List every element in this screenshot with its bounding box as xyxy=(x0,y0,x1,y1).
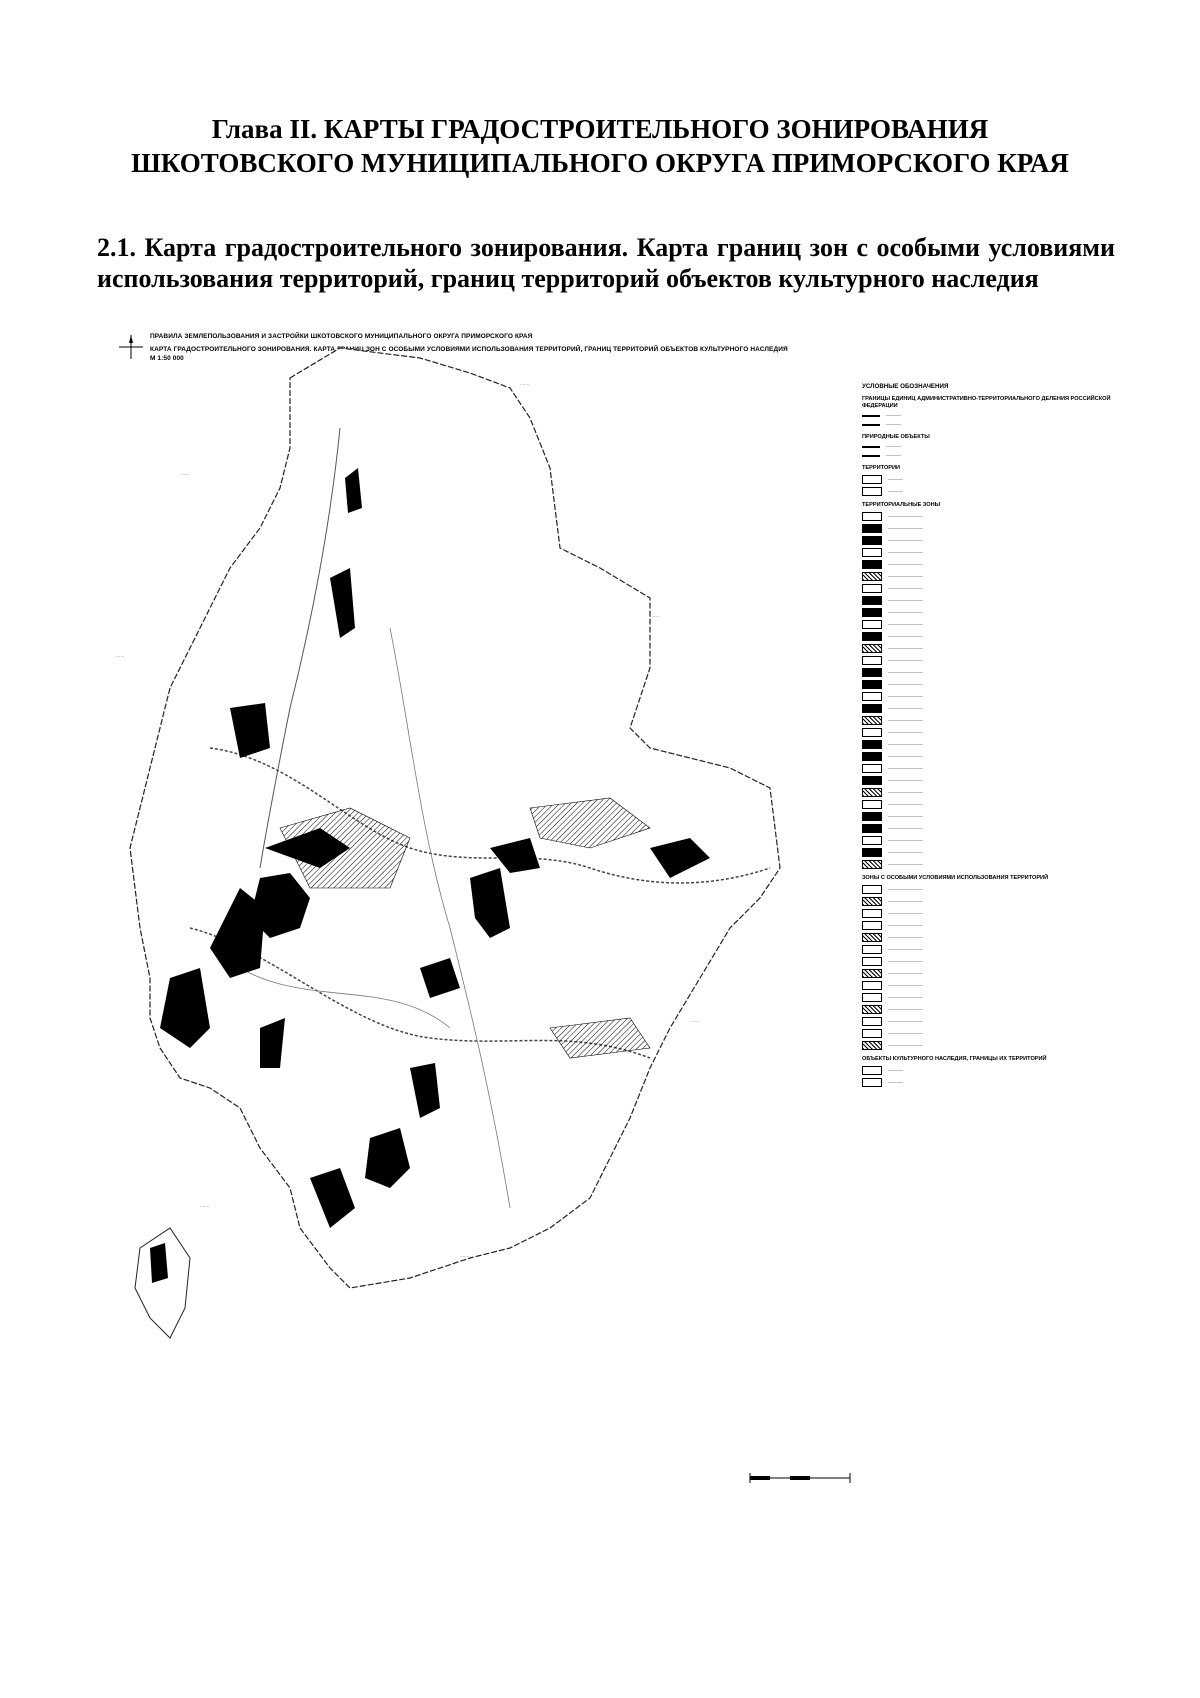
legend-item: ——————— xyxy=(862,704,1112,713)
legend-swatch xyxy=(862,560,882,569)
legend-swatch xyxy=(862,812,882,821)
legend-item: ——————— xyxy=(862,572,1112,581)
legend-swatch xyxy=(862,475,882,484)
legend-swatch xyxy=(862,788,882,797)
scale-bar xyxy=(745,1468,855,1488)
map-header-title: ПРАВИЛА ЗЕМЛЕПОЛЬЗОВАНИЯ И ЗАСТРОЙКИ ШКОТОВСКОГО МУНИЦИПАЛЬНОГО ОКРУГА ПРИМОРСКОГО КРАЯ xyxy=(150,333,533,340)
legend-item: ——————— xyxy=(862,584,1112,593)
legend-item: ——————— xyxy=(862,1005,1112,1014)
legend-swatch xyxy=(862,608,882,617)
legend-section-heading: ТЕРРИТОРИИ xyxy=(862,465,901,471)
legend-swatch xyxy=(862,548,882,557)
legend-swatch xyxy=(862,957,882,966)
legend-item: ——————— xyxy=(862,752,1112,761)
legend-item: ——————— xyxy=(862,993,1112,1002)
legend-item: ——————— xyxy=(862,536,1112,545)
legend-item: ——————— xyxy=(862,909,1112,918)
legend-swatch xyxy=(862,848,882,857)
district-outline xyxy=(130,348,780,1288)
legend-item: ——————— xyxy=(862,716,1112,725)
legend-swatch xyxy=(862,752,882,761)
legend-item: ——————— xyxy=(862,680,1112,689)
legend-item: ——————— xyxy=(862,957,1112,966)
legend-swatch xyxy=(862,1029,882,1038)
legend-swatch xyxy=(862,969,882,978)
legend-swatch xyxy=(862,993,882,1002)
legend-item: ——— xyxy=(862,444,1112,450)
legend-swatch xyxy=(862,620,882,629)
legend-item: ——————— xyxy=(862,764,1112,773)
legend-swatch xyxy=(862,776,882,785)
legend-swatch xyxy=(862,680,882,689)
legend-item: ——————— xyxy=(862,632,1112,641)
legend-swatch xyxy=(862,800,882,809)
zone-patch xyxy=(150,1243,168,1283)
chapter-title-line-2: ШКОТОВСКОГО МУНИЦИПАЛЬНОГО ОКРУГА ПРИМОРСКОГО КРАЯ xyxy=(131,148,1069,178)
legend-item: ——————— xyxy=(862,921,1112,930)
legend-swatch xyxy=(862,644,882,653)
legend-swatch xyxy=(862,836,882,845)
legend-swatch xyxy=(862,885,882,894)
legend-item: ——————— xyxy=(862,668,1112,677)
section-title: 2.1. Карта градостроительного зонирования. Карта границ зон с особыми условиями использования территорий, границ территорий объектов культурного наследия xyxy=(97,233,1115,293)
legend-swatch xyxy=(862,897,882,906)
legend-item: ——————— xyxy=(862,860,1112,869)
legend-swatch xyxy=(862,933,882,942)
legend-item: ——— xyxy=(862,413,1112,419)
legend-item: ——————— xyxy=(862,776,1112,785)
legend-item: ——————— xyxy=(862,981,1112,990)
legend-section-heading: ЗОНЫ С ОСОБЫМИ УСЛОВИЯМИ ИСПОЛЬЗОВАНИЯ ТЕРРИТОРИЙ xyxy=(862,875,1049,881)
legend-item: ——————— xyxy=(862,740,1112,749)
legend-swatch xyxy=(862,1005,882,1014)
legend-swatch xyxy=(862,415,880,417)
legend-section-heading: ТЕРРИТОРИАЛЬНЫЕ ЗОНЫ xyxy=(862,502,941,508)
legend-item: ——————— xyxy=(862,560,1112,569)
svg-text:·······: ······· xyxy=(460,1254,470,1259)
legend-swatch xyxy=(862,860,882,869)
map-header-scale: М 1:50 000 xyxy=(150,355,184,362)
legend-swatch xyxy=(862,1041,882,1050)
legend-item: ——— xyxy=(862,487,1112,496)
legend-item: ——————— xyxy=(862,836,1112,845)
legend-title: УСЛОВНЫЕ ОБОЗНАЧЕНИЯ xyxy=(862,383,949,390)
legend-swatch xyxy=(862,455,880,457)
legend-item: ——————— xyxy=(862,1029,1112,1038)
legend-item: ——————— xyxy=(862,885,1112,894)
legend-swatch xyxy=(862,909,882,918)
svg-text:·······: ······· xyxy=(180,472,190,477)
legend-item: ——————— xyxy=(862,897,1112,906)
legend-swatch xyxy=(862,487,882,496)
legend-section-heading: ПРИРОДНЫЕ ОБЪЕКТЫ xyxy=(862,434,930,440)
legend-item: ——————— xyxy=(862,692,1112,701)
svg-text:·······: ······· xyxy=(200,1204,210,1209)
legend-swatch xyxy=(862,536,882,545)
legend-item: ——————— xyxy=(862,800,1112,809)
legend-item: ——————— xyxy=(862,788,1112,797)
legend-swatch xyxy=(862,1017,882,1026)
legend-item: ——————— xyxy=(862,969,1112,978)
legend-item: ——— xyxy=(862,1078,1112,1087)
legend-item: ——————— xyxy=(862,644,1112,653)
svg-text:·······: ······· xyxy=(650,614,660,619)
map-legend xyxy=(862,383,1112,1090)
legend-item: ——— xyxy=(862,453,1112,459)
legend-swatch xyxy=(862,716,882,725)
legend-item: ——————— xyxy=(862,524,1112,533)
svg-text:·······: ······· xyxy=(520,382,530,387)
legend-swatch xyxy=(862,704,882,713)
legend-swatch xyxy=(862,921,882,930)
legend-item: ——————— xyxy=(862,933,1112,942)
legend-swatch xyxy=(862,524,882,533)
legend-swatch xyxy=(862,981,882,990)
legend-swatch xyxy=(862,1066,882,1075)
legend-swatch xyxy=(862,656,882,665)
legend-swatch xyxy=(862,446,880,448)
legend-swatch xyxy=(862,692,882,701)
svg-text:·······: ······· xyxy=(115,654,125,659)
svg-text:·······: ······· xyxy=(690,1019,700,1024)
map-header-subtitle: КАРТА ГРАДОСТРОИТЕЛЬНОГО ЗОНИРОВАНИЯ. КАРТА ГРАНИЦ ЗОН С ОСОБЫМИ УСЛОВИЯМИ ИСПОЛЬЗОВАНИЯ ТЕРРИТОРИЙ, ГРАНИЦ ТЕРРИТОРИЙ ОБЪЕКТОВ КУЛЬТУРНОГО НАСЛЕДИЯ xyxy=(150,346,788,353)
legend-swatch xyxy=(862,596,882,605)
legend-item: ——————— xyxy=(862,945,1112,954)
legend-item: ——— xyxy=(862,422,1112,428)
legend-section-heading: ГРАНИЦЫ ЕДИНИЦ АДМИНИСТРАТИВНО-ТЕРРИТОРИАЛЬНОГО ДЕЛЕНИЯ РОССИЙСКОЙ ФЕДЕРАЦИИ xyxy=(862,396,1111,409)
chapter-title-line-1: Глава II. КАРТЫ ГРАДОСТРОИТЕЛЬНОГО ЗОНИРОВАНИЯ xyxy=(211,114,989,144)
legend-swatch xyxy=(862,824,882,833)
legend-item: ——————— xyxy=(862,608,1112,617)
legend-item: ——————— xyxy=(862,656,1112,665)
legend-swatch xyxy=(862,740,882,749)
legend-item: ——————— xyxy=(862,824,1112,833)
legend-swatch xyxy=(862,728,882,737)
legend-swatch xyxy=(862,668,882,677)
legend-item: ——————— xyxy=(862,548,1112,557)
legend-section-heading: ОБЪЕКТЫ КУЛЬТУРНОГО НАСЛЕДИЯ, ГРАНИЦЫ ИХ ТЕРРИТОРИЙ xyxy=(862,1056,1047,1062)
legend-swatch xyxy=(862,632,882,641)
legend-swatch xyxy=(862,424,880,426)
legend-item: ——————— xyxy=(862,1041,1112,1050)
chapter-title xyxy=(0,112,1200,180)
legend-swatch xyxy=(862,572,882,581)
legend-item: ——————— xyxy=(862,848,1112,857)
legend-item: ——————— xyxy=(862,1017,1112,1026)
legend-item: ——————— xyxy=(862,596,1112,605)
legend-item: ——— xyxy=(862,475,1112,484)
legend-swatch xyxy=(862,584,882,593)
legend-swatch xyxy=(862,764,882,773)
legend-item: ——————— xyxy=(862,728,1112,737)
legend-swatch xyxy=(862,512,882,521)
legend-swatch xyxy=(862,945,882,954)
legend-swatch xyxy=(862,1078,882,1087)
legend-item: ——————— xyxy=(862,812,1112,821)
legend-item: ——————— xyxy=(862,512,1112,521)
legend-item: ——— xyxy=(862,1066,1112,1075)
legend-item: ——————— xyxy=(862,620,1112,629)
